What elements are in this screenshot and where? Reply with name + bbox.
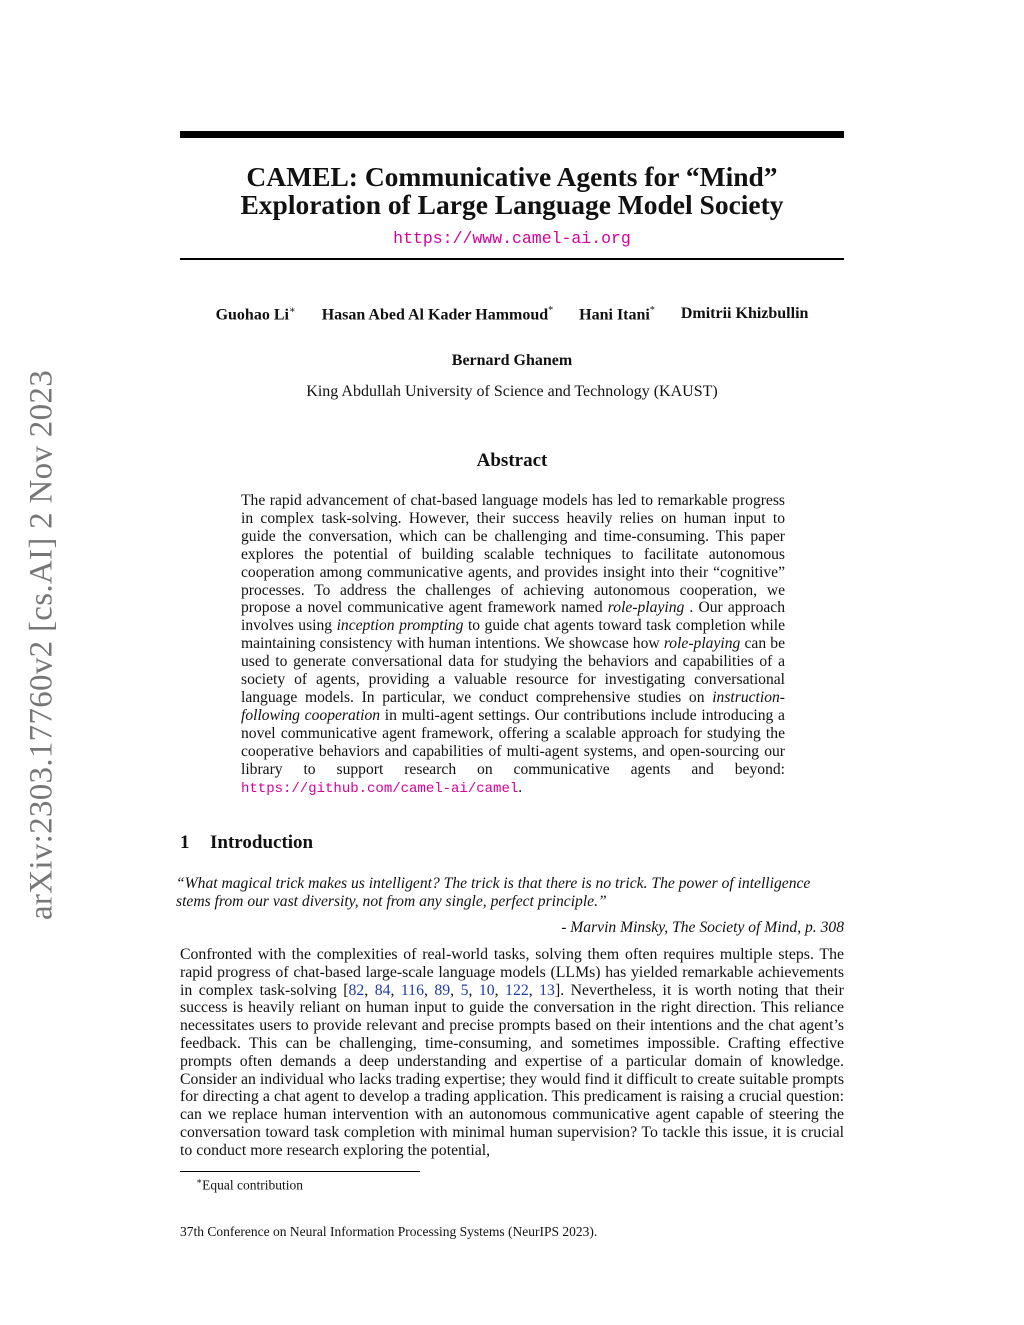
arxiv-stamp: arXiv:2303.17760v2 [cs.AI] 2 Nov 2023 [23, 369, 60, 921]
citation-link[interactable]: 116 [400, 981, 424, 999]
affiliation: King Abdullah University of Science and Technology (KAUST) [306, 383, 718, 400]
title-line-1: CAMEL: Communicative Agents for “Mind” [246, 161, 778, 192]
author-list [180, 305, 844, 324]
title-bottom-rule [180, 258, 844, 260]
author: Dmitrii Khizbullin [680, 305, 809, 322]
title-top-rule [180, 131, 844, 138]
project-url-link[interactable]: https://www.camel-ai.org [393, 229, 631, 248]
author: Guohao Li∗ [215, 305, 296, 324]
paper-title [180, 163, 844, 219]
citation-link[interactable]: 89 [434, 981, 451, 999]
citation-link[interactable]: 13 [539, 981, 555, 999]
venue-footer: 37th Conference on Neural Information Processing Systems (NeurIPS 2023). [180, 1224, 598, 1239]
footnote-rule [180, 1171, 420, 1172]
footnote: ∗Equal contribution [196, 1176, 303, 1193]
github-link[interactable]: https://github.com/camel-ai/camel [241, 780, 519, 797]
author: Hani Itani* [579, 305, 655, 324]
abstract-heading: Abstract [476, 450, 548, 471]
author-last: Bernard Ghanem [451, 352, 573, 369]
author: Hasan Abed Al Kader Hammoud* [321, 305, 554, 324]
section-heading: 1 Introduction [180, 832, 314, 853]
abstract-text: The rapid advancement of chat-based language models has led to remarkable progress in complex task-solving. However, their success heavily relies on human input to guide the conversation, which can be challenging and time-consuming. This paper explores the potential of building scalable techniques to facilitate autonomous cooperation among communicative agents, and provides insight into their “cognitive” processes. To address the challenges of achieving autonomous cooperation, we propose a novel communicative agent framework named role-playing . Our approach involves using inception prompting to guide chat agents toward task completion while maintaining consistency with human intentions. We showcase how role-playing can be used to generate conversational data for studying the behaviors and capabilities of a society of agents, providing a valuable resource for investigating conversational language models. In particular, we conduct comprehensive studies on instruction-following cooperation in multi-agent settings. Our contributions include introducing a novel communicative agent framework, offering a scalable approach for studying the cooperative behaviors and capabilities of multi-agent systems, and open-sourcing our library to support research on communicative agents and beyond: https://github.com/camel-ai/camel. [241, 492, 786, 797]
title-line-2: Exploration of Large Language Model Society [240, 189, 784, 220]
intro-paragraph: Confronted with the complexities of real-world tasks, solving them often requires multiple steps. The rapid progress of chat-based large-scale language models (LLMs) has yielded remarkable achievements in complex task-solving [82, 84, 116, 89, 5, 10, 122, 13]. Nevertheless, it is worth noting that their success is heavily reliant on human input to guide the conversation in the right direction. This reliance necessitates users to provide relevant and precise prompts based on their intentions and the chat agent’s feedback. This can be challenging, time-consuming, and sometimes impossible. Crafting effective prompts often demands a deep understanding and expertise of a particular domain of knowledge. Consider an individual who lacks trading expertise; they would find it difficult to create suitable prompts for directing a chat agent to develop a trading application. This predicament is raising a crucial question: can we replace human intervention with an autonomous communicative agent capable of steering the conversation toward task completion with minimal human supervision? To tackle this issue, it is crucial to conduct more research exploring the potential, [180, 946, 844, 1159]
citation-link[interactable]: 82 [348, 981, 365, 999]
citation-link[interactable]: 10 [478, 981, 495, 999]
epigraph-attribution: - Marvin Minsky, The Society of Mind, p. 308 [561, 919, 844, 936]
citation-link[interactable]: 84 [374, 981, 391, 999]
epigraph-quote: “What magical trick makes us intelligent? The trick is that there is no trick. The power of intelligence stems from our vast diversity, not from any single, perfect principle.” [176, 875, 811, 910]
citation-link[interactable]: 5 [460, 981, 469, 999]
citation-link[interactable]: 122 [505, 981, 529, 999]
arxiv-margin [0, 0, 80, 1325]
